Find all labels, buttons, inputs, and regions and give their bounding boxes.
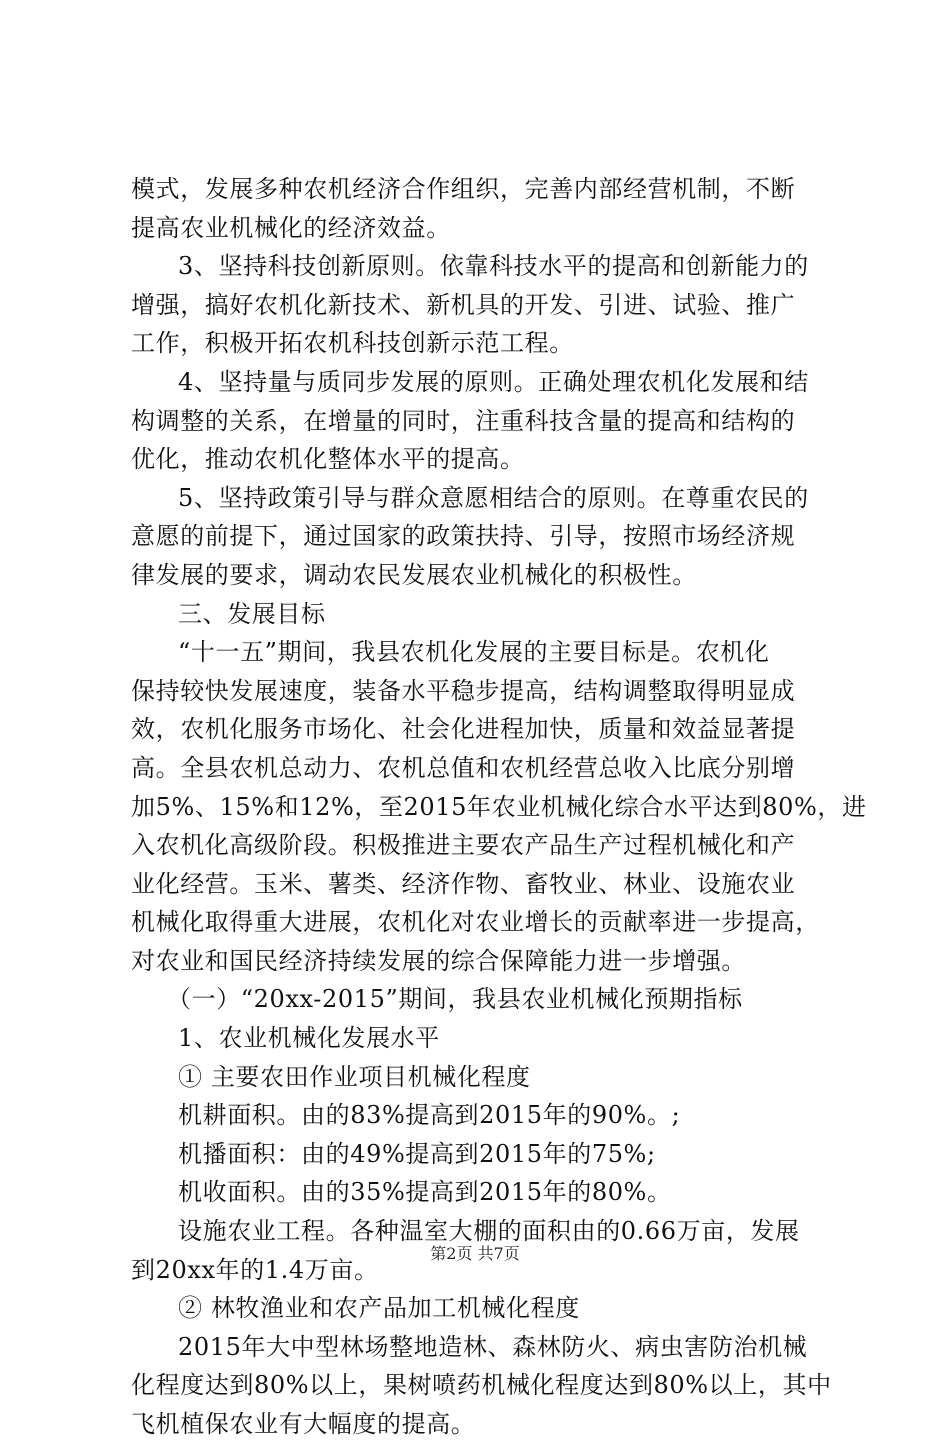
text-line: 高。全县农机总动力、农机总值和农机经营总收入比底分别增 (131, 753, 796, 782)
text-line: 设施农业工程。各种温室大棚的面积由的0.66万亩，发展 (178, 1217, 800, 1246)
text-line: 3、坚持科技创新原则。依靠科技水平的提高和创新能力的 (178, 252, 809, 281)
text-line: 保持较快发展速度，装备水平稳步提高，结构调整取得明显成 (131, 676, 796, 705)
text-line: 化程度达到80%以上，果树喷药机械化程度达到80%以上，其中 (131, 1371, 832, 1400)
text-line: 机播面积：由的49%提高到2015年的75%; (178, 1139, 656, 1168)
text-line: ① 主要农田作业项目机械化程度 (178, 1062, 531, 1091)
text-line: 效，农机化服务市场化、社会化进程加快，质量和效益显著提 (131, 715, 796, 744)
text-line: 5、坚持政策引导与群众意愿相结合的原则。在尊重农民的 (178, 483, 809, 512)
page-footer: 第2页 共7页 (430, 1244, 520, 1263)
text-line: 模式，发展多种农机经济合作组织，完善内部经营机制，不断 (131, 175, 796, 203)
text-line: 入农机化高级阶段。积极推进主要农产品生产过程机械化和产 (131, 831, 796, 860)
text-line: 构调整的关系，在增量的同时，注重科技含量的提高和结构的 (131, 406, 796, 435)
text-line: 机收面积。由的35%提高到2015年的80%。 (178, 1178, 672, 1207)
text-line: 工作，积极开拓农机科技创新示范工程。 (131, 329, 574, 358)
text-line: 4、坚持量与质同步发展的原则。正确处理农机化发展和结 (178, 367, 809, 396)
text-line: 三、发展目标 (178, 599, 326, 628)
text-line: 加5%、15%和12%，至2015年农业机械化综合水平达到80%，进 (131, 792, 867, 821)
text-line: 意愿的前提下，通过国家的政策扶持、引导，按照市场经济规 (131, 522, 796, 551)
text-line: 飞机植保农业有大幅度的提高。 (131, 1410, 476, 1438)
text-line: “十一五”期间，我县农机化发展的主要目标是。农机化 (178, 638, 770, 667)
text-line: 1、农业机械化发展水平 (178, 1024, 440, 1053)
text-line: 机械化取得重大进展，农机化对农业增长的贡献率进一步提高， (131, 908, 820, 937)
text-line: ② 林牧渔业和农产品加工机械化程度 (178, 1294, 580, 1323)
text-line: 对农业和国民经济持续发展的综合保障能力进一步增强。 (131, 946, 746, 975)
text-line: （一）“20xx-2015”期间，我县农业机械化预期指标 (167, 985, 743, 1014)
text-line: 优化，推动农机化整体水平的提高。 (131, 445, 525, 474)
text-line: 业化经营。玉米、薯类、经济作物、畜牧业、林业、设施农业 (131, 869, 796, 898)
text-line: 律发展的要求，调动农民发展农业机械化的积极性。 (131, 560, 697, 589)
text-line: 机耕面积。由的83%提高到2015年的90%。; (178, 1101, 681, 1130)
text-line: 2015年大中型林场整地造林、森林防火、病虫害防治机械 (178, 1332, 808, 1361)
text-line: 到20xx年的1.4万亩。 (131, 1255, 379, 1284)
text-line: 提高农业机械化的经济效益。 (131, 213, 451, 242)
text-line: 增强，搞好农机化新技术、新机具的开发、引进、试验、推广 (131, 290, 796, 319)
